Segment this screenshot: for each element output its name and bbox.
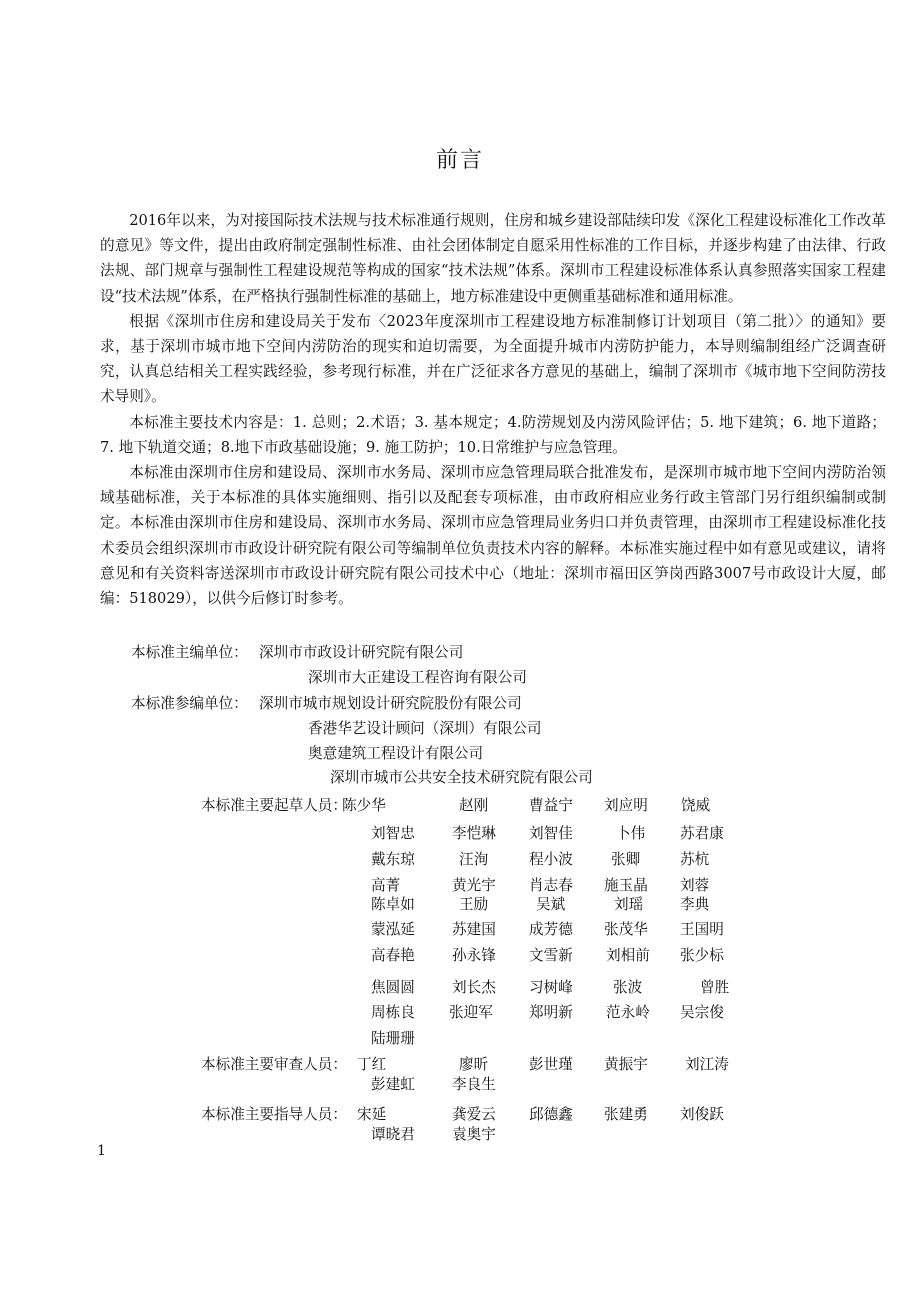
person-name: 范永岭 <box>606 1004 650 1021</box>
person-name: 廖昕 <box>459 1056 489 1073</box>
person-name: 卜伟 <box>616 825 646 842</box>
person-name: 高菁 <box>371 877 401 894</box>
person-name: 高春艳 <box>371 947 415 964</box>
person-name: 王国明 <box>680 921 724 938</box>
person-name: 彭世瑾 <box>529 1056 573 1073</box>
person-name: 习树峰 <box>529 979 573 996</box>
person-name: 戴东琼 <box>371 851 415 868</box>
participating-unit: 深圳市城市公共安全技术研究院有限公司 <box>330 769 593 786</box>
chief-units-label: 本标准主编单位： <box>131 644 248 661</box>
person-name: 黄振宇 <box>604 1056 648 1073</box>
person-name: 成芳德 <box>529 921 573 938</box>
preface-body <box>100 208 886 611</box>
page-number: 1 <box>97 1143 106 1159</box>
participating-unit: 香港华艺设计顾问（深圳）有限公司 <box>308 720 542 737</box>
chief-unit: 深圳市大正建设工程咨询有限公司 <box>308 669 527 686</box>
drafters-label: 本标准主要起草人员： <box>201 797 347 814</box>
person-name: 施玉晶 <box>604 877 648 894</box>
person-name: 彭建虹 <box>371 1076 415 1093</box>
person-name: 丁红 <box>357 1056 387 1073</box>
paragraph-1: 2016年以来，为对接国际技术法规与技术标准通行规则，住房和城乡建设部陆续印发《深化工程建设标准化工作改革的意见》等文件，提出由政府制定强制性标准、由社会团体制定自愿采用性标准的工作目标，并逐步构建了由法律、行政法规、部门规章与强制性工程建设规范等构成的国家“技术法规”体系。深圳市工程建设标准体系认真参照落实国家工程建设“技术法规”体系，在严格执行强制性标准的基础上，地方标准建设中更侧重基础标准和通用标准。 <box>100 212 886 305</box>
person-name: 曾胜 <box>700 979 730 996</box>
person-name: 刘俊跃 <box>680 1106 724 1123</box>
person-name: 张少标 <box>680 947 724 964</box>
person-name: 汪洵 <box>459 851 489 868</box>
reviewers-label: 本标准主要审查人员： <box>201 1056 347 1073</box>
person-name: 刘智佳 <box>529 825 573 842</box>
person-name: 刘江涛 <box>685 1056 729 1073</box>
person-name: 肖志春 <box>529 877 573 894</box>
person-name: 张迎军 <box>449 1004 493 1021</box>
person-name: 黄光宇 <box>452 877 496 894</box>
person-name: 吴宗俊 <box>680 1004 724 1021</box>
person-name: 宋延 <box>357 1106 387 1123</box>
person-name: 吴斌 <box>536 896 566 913</box>
person-name: 程小波 <box>529 851 573 868</box>
person-name: 曹益宁 <box>529 797 573 814</box>
person-name: 赵刚 <box>459 797 489 814</box>
person-name: 苏建国 <box>452 921 496 938</box>
person-name: 苏杭 <box>680 851 710 868</box>
person-name: 蒙泓延 <box>371 921 415 938</box>
person-name: 刘瑶 <box>614 896 644 913</box>
person-name: 刘相前 <box>606 947 650 964</box>
person-name: 文雪新 <box>529 947 573 964</box>
person-name: 李典 <box>680 896 710 913</box>
paragraph-4: 本标准由深圳市住房和建设局、深圳市水务局、深圳市应急管理局联合批准发布，是深圳市城市地下空间内涝防治领域基础标准，关于本标准的具体实施细则、指引以及配套专项标准，由市政府相应业务行政主管部门另行组织编制或制定。本标准由深圳市住房和建设局、深圳市水务局、深圳市应急管理局业务归口并负责管理，由深圳市工程建设标准化技术委员会组织深圳市市政设计研究院有限公司等编制单位负责技术内容的解释。本标准实施过程中如有意见或建议，请将意见和有关资料寄送深圳市市政设计研究院有限公司技术中心（地址：深圳市福田区笋岗西路3007号市政设计大厦，邮编：518029），以供今后修订时参考。 <box>100 464 886 608</box>
paragraph-3: 本标准主要技术内容是：1. 总则；2.术语；3. 基本规定；4.防涝规划及内涝风险评估；5. 地下建筑；6. 地下道路；7. 地下轨道交通；8.地下市政基础设施；9. 施工防护；10.日常维护与应急管理。 <box>100 413 886 456</box>
person-name: 焦圆圆 <box>371 979 415 996</box>
person-name: 郑明新 <box>529 1004 573 1021</box>
person-name: 刘应明 <box>604 797 648 814</box>
person-name: 谭晓君 <box>371 1126 415 1143</box>
participating-unit: 深圳市城市规划设计研究院股份有限公司 <box>259 695 522 712</box>
person-name: 陈少华 <box>342 797 386 814</box>
person-name: 张建勇 <box>604 1106 648 1123</box>
paragraph-2: 根据《深圳市住房和建设局关于发布〈2023年度深圳市工程建设地方标准制修订计划项目（第二批）〉的通知》要求，基于深圳市城市地下空间内涝防治的现实和迫切需要，为全面提升城市内涝防护能力，本导则编制组经广泛调查研究，认真总结相关工程实践经验，参考现行标准，并在广泛征求各方意见的基础上，编制了深圳市《城市地下空间防涝技术导则》。 <box>100 312 886 406</box>
person-name: 孙永锋 <box>452 947 496 964</box>
person-name: 龚爱云 <box>452 1106 496 1123</box>
person-name: 张波 <box>613 979 643 996</box>
person-name: 邱德鑫 <box>529 1106 573 1123</box>
person-name: 袁奥宇 <box>452 1126 496 1143</box>
participating-units-label: 本标准参编单位： <box>131 695 248 712</box>
person-name: 刘智忠 <box>371 825 415 842</box>
person-name: 李良生 <box>452 1076 496 1093</box>
person-name: 王励 <box>459 896 489 913</box>
person-name: 陈卓如 <box>371 896 415 913</box>
person-name: 陆珊珊 <box>371 1030 415 1047</box>
person-name: 苏君康 <box>680 825 724 842</box>
person-name: 刘蓉 <box>680 877 710 894</box>
person-name: 周栋良 <box>371 1004 415 1021</box>
person-name: 李恺琳 <box>452 825 496 842</box>
person-name: 饶威 <box>681 797 711 814</box>
person-name: 张茂华 <box>604 921 648 938</box>
page-title: 前言 <box>435 148 484 173</box>
participating-unit: 奥意建筑工程设计有限公司 <box>308 745 484 762</box>
person-name: 刘长杰 <box>452 979 496 996</box>
chief-unit: 深圳市市政设计研究院有限公司 <box>259 644 464 661</box>
guides-label: 本标准主要指导人员： <box>201 1106 347 1123</box>
person-name: 张卿 <box>611 851 641 868</box>
